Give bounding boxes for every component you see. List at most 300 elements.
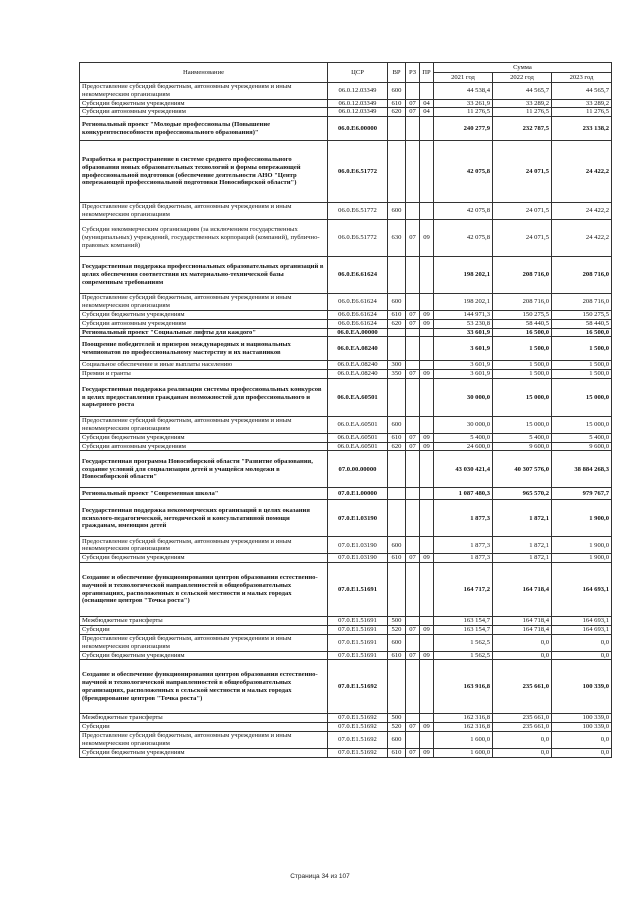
- cell-pr: 09: [420, 625, 434, 634]
- cell-2021: 198 202,1: [434, 257, 493, 294]
- cell-name: Государственная поддержка некоммерческих организаций в целях оказания психолого-педагогической, методической и консультативной помощи гражданам, имеющим детей: [80, 500, 328, 537]
- cell-rz: 07: [406, 311, 420, 320]
- cell-2023: 5 400,0: [552, 433, 612, 442]
- cell-csr: 06.0.ЕА.60501: [328, 442, 388, 451]
- cell-csr: 07.0.Е1.03190: [328, 537, 388, 554]
- table-row: [80, 732, 612, 749]
- cell-rz: 07: [406, 651, 420, 660]
- cell-rz: [406, 714, 420, 723]
- cell-2022: 235 661,0: [493, 714, 552, 723]
- cell-pr: 04: [420, 108, 434, 117]
- cell-csr: 07.0.Е1.51691: [328, 634, 388, 651]
- cell-pr: [420, 203, 434, 220]
- cell-2023: 164 693,1: [552, 563, 612, 617]
- table-row: [80, 99, 612, 108]
- cell-vr: 610: [388, 749, 406, 758]
- cell-rz: [406, 617, 420, 626]
- cell-name: Государственная поддержка профессиональных образовательных организаций в целях обеспечения соответствия их материально-технической базы современным требованиям: [80, 257, 328, 294]
- cell-2023: 11 276,5: [552, 108, 612, 117]
- cell-pr: [420, 416, 434, 433]
- cell-pr: [420, 451, 434, 488]
- cell-csr: 07.0.Е1.51691: [328, 617, 388, 626]
- cell-name: Субсидии бюджетным учреждениям: [80, 749, 328, 758]
- header-year-2022: 2022 год: [493, 73, 552, 83]
- cell-name: Государственная поддержка реализации системы профессиональных конкурсов в целях предоставления гражданам возможностей для профессионального и карьерного роста: [80, 378, 328, 416]
- cell-pr: 09: [420, 442, 434, 451]
- header-year-2023: 2023 год: [552, 73, 612, 83]
- header-vr: ВР: [388, 63, 406, 83]
- cell-name: Предоставление субсидий бюджетным, автономным учреждениям и иным некоммерческим организациям: [80, 732, 328, 749]
- cell-pr: 09: [420, 319, 434, 328]
- cell-rz: 07: [406, 370, 420, 379]
- cell-pr: [420, 328, 434, 337]
- cell-vr: 520: [388, 723, 406, 732]
- cell-vr: [388, 500, 406, 537]
- cell-2022: 15 000,0: [493, 416, 552, 433]
- cell-vr: 620: [388, 108, 406, 117]
- cell-pr: [420, 714, 434, 723]
- cell-csr: 07.0.Е1.51691: [328, 625, 388, 634]
- cell-2023: 0,0: [552, 749, 612, 758]
- cell-csr: 06.0.ЕА.08240: [328, 337, 388, 361]
- table-row: [80, 625, 612, 634]
- cell-name: Предоставление субсидий бюджетным, автономным учреждениям и иным некоммерческим организациям: [80, 537, 328, 554]
- cell-2021: 30 000,0: [434, 416, 493, 433]
- cell-name: Субсидии бюджетным учреждениям: [80, 99, 328, 108]
- cell-2022: 0,0: [493, 651, 552, 660]
- cell-rz: [406, 141, 420, 203]
- cell-vr: 520: [388, 625, 406, 634]
- table-row: [80, 117, 612, 141]
- cell-name: Межбюджетные трансферты: [80, 617, 328, 626]
- cell-csr: 06.0.12.03349: [328, 99, 388, 108]
- cell-pr: [420, 732, 434, 749]
- cell-2022: 235 661,0: [493, 723, 552, 732]
- cell-name: Создание и обеспечение функционирования центров образования естественно-научной и технологической направленностей в общеобразовательных организациях, расположенных в сельской местности и малых городах (оснащение центров "Точка роста"): [80, 563, 328, 617]
- cell-2022: 33 289,2: [493, 99, 552, 108]
- cell-2021: 42 075,8: [434, 203, 493, 220]
- cell-2021: 30 000,0: [434, 378, 493, 416]
- cell-name: Субсидии бюджетным учреждениям: [80, 554, 328, 563]
- cell-2023: 24 422,2: [552, 203, 612, 220]
- header-year-2021: 2021 год: [434, 73, 493, 83]
- cell-2021: 33 261,9: [434, 99, 493, 108]
- cell-csr: 07.0.Е1.00000: [328, 488, 388, 500]
- cell-2021: 144 971,3: [434, 311, 493, 320]
- cell-vr: [388, 141, 406, 203]
- cell-vr: 600: [388, 537, 406, 554]
- cell-2023: 0,0: [552, 634, 612, 651]
- table-row: [80, 554, 612, 563]
- cell-2023: 24 422,2: [552, 220, 612, 257]
- cell-csr: 06.0.ЕА.60501: [328, 416, 388, 433]
- cell-2021: 43 030 421,4: [434, 451, 493, 488]
- cell-pr: [420, 361, 434, 370]
- cell-name: Премии и гранты: [80, 370, 328, 379]
- table-row: [80, 433, 612, 442]
- cell-name: Субсидии автономным учреждениям: [80, 319, 328, 328]
- header-rz: РЗ: [406, 63, 420, 83]
- cell-csr: 07.0.Е1.51692: [328, 723, 388, 732]
- cell-csr: 06.0.Е6.61624: [328, 294, 388, 311]
- cell-pr: [420, 141, 434, 203]
- cell-2023: 24 422,2: [552, 141, 612, 203]
- cell-2023: 38 884 268,3: [552, 451, 612, 488]
- cell-csr: 06.0.ЕА.60501: [328, 378, 388, 416]
- cell-2022: 232 787,5: [493, 117, 552, 141]
- table-row: [80, 714, 612, 723]
- cell-vr: [388, 328, 406, 337]
- cell-2023: 1 500,0: [552, 337, 612, 361]
- cell-csr: 06.0.Е6.51772: [328, 141, 388, 203]
- cell-2021: 163 154,7: [434, 617, 493, 626]
- cell-2021: 3 601,9: [434, 361, 493, 370]
- cell-csr: 06.0.ЕА.00000: [328, 328, 388, 337]
- cell-2021: 44 538,4: [434, 83, 493, 100]
- table-row: [80, 537, 612, 554]
- table-row: [80, 294, 612, 311]
- cell-2022: 208 716,0: [493, 257, 552, 294]
- cell-rz: [406, 257, 420, 294]
- cell-rz: [406, 328, 420, 337]
- cell-2022: 1 872,1: [493, 554, 552, 563]
- cell-2022: 150 275,5: [493, 311, 552, 320]
- cell-2022: 24 071,5: [493, 220, 552, 257]
- cell-pr: 09: [420, 723, 434, 732]
- cell-name: Субсидии: [80, 723, 328, 732]
- cell-csr: 06.0.ЕА.08240: [328, 370, 388, 379]
- cell-csr: 07.0.Е1.51692: [328, 714, 388, 723]
- cell-name: Субсидии автономным учреждениям: [80, 442, 328, 451]
- cell-2023: 0,0: [552, 732, 612, 749]
- cell-name: Разработка и распространение в системе среднего профессионального образования новых образовательных технологий и формы опережающей профессиональной подготовки (обеспечение деятельности АНО "Центр опережающей профессиональной подготовки Новосибирской области"): [80, 141, 328, 203]
- cell-rz: 07: [406, 749, 420, 758]
- cell-2022: 0,0: [493, 732, 552, 749]
- cell-csr: 07.0.Е1.03190: [328, 500, 388, 537]
- cell-2021: 3 601,9: [434, 337, 493, 361]
- cell-vr: [388, 337, 406, 361]
- header-csr: ЦСР: [328, 63, 388, 83]
- cell-2023: 979 767,7: [552, 488, 612, 500]
- cell-name: Создание и обеспечение функционирования центров образования естественно-научной и технологической направленностей в общеобразовательных организациях, расположенных в сельской местности и малых городах (брендирование центров "Точка роста"): [80, 660, 328, 714]
- cell-pr: [420, 488, 434, 500]
- cell-2021: 24 600,0: [434, 442, 493, 451]
- budget-table: [79, 62, 612, 758]
- cell-2021: 1 600,0: [434, 749, 493, 758]
- cell-2021: 240 277,9: [434, 117, 493, 141]
- cell-2021: 1 877,3: [434, 554, 493, 563]
- cell-2023: 100 339,0: [552, 660, 612, 714]
- table-row: [80, 361, 612, 370]
- cell-csr: 06.0.Е6.00000: [328, 117, 388, 141]
- cell-rz: 07: [406, 433, 420, 442]
- cell-2023: 0,0: [552, 651, 612, 660]
- cell-2021: 11 276,5: [434, 108, 493, 117]
- cell-2021: 1 877,3: [434, 537, 493, 554]
- cell-2021: 1 562,5: [434, 634, 493, 651]
- cell-2022: 1 500,0: [493, 370, 552, 379]
- cell-pr: [420, 563, 434, 617]
- cell-name: Субсидии бюджетным учреждениям: [80, 311, 328, 320]
- table-row: [80, 319, 612, 328]
- header-pr: ПР: [420, 63, 434, 83]
- cell-2023: 15 000,0: [552, 378, 612, 416]
- cell-2021: 53 230,8: [434, 319, 493, 328]
- cell-pr: [420, 634, 434, 651]
- cell-2022: 24 071,5: [493, 141, 552, 203]
- cell-2023: 164 693,1: [552, 617, 612, 626]
- cell-vr: 600: [388, 203, 406, 220]
- cell-2022: 16 500,0: [493, 328, 552, 337]
- cell-pr: [420, 83, 434, 100]
- cell-vr: 600: [388, 83, 406, 100]
- cell-2023: 1 500,0: [552, 361, 612, 370]
- cell-2021: 42 075,8: [434, 220, 493, 257]
- table-row: [80, 141, 612, 203]
- cell-2022: 11 276,5: [493, 108, 552, 117]
- cell-name: Субсидии автономным учреждениям: [80, 108, 328, 117]
- cell-vr: 610: [388, 554, 406, 563]
- cell-2021: 163 916,8: [434, 660, 493, 714]
- cell-name: Субсидии бюджетным учреждениям: [80, 651, 328, 660]
- cell-2021: 164 717,2: [434, 563, 493, 617]
- cell-csr: 06.0.Е6.61624: [328, 257, 388, 294]
- cell-2021: 162 316,8: [434, 714, 493, 723]
- cell-2022: 1 872,1: [493, 500, 552, 537]
- cell-vr: 620: [388, 442, 406, 451]
- cell-2023: 100 339,0: [552, 714, 612, 723]
- table-row: [80, 337, 612, 361]
- cell-2022: 0,0: [493, 634, 552, 651]
- cell-vr: [388, 117, 406, 141]
- cell-2023: 1 900,0: [552, 537, 612, 554]
- cell-name: Предоставление субсидий бюджетным, автономным учреждениям и иным некоммерческим организациям: [80, 416, 328, 433]
- cell-2023: 33 289,2: [552, 99, 612, 108]
- cell-rz: 07: [406, 554, 420, 563]
- cell-vr: [388, 488, 406, 500]
- cell-rz: [406, 361, 420, 370]
- cell-name: Поощрение победителей и призеров международных и национальных чемпионатов по профессиональному мастерству и их наставников: [80, 337, 328, 361]
- cell-pr: 09: [420, 651, 434, 660]
- table-row: [80, 723, 612, 732]
- cell-2022: 15 000,0: [493, 378, 552, 416]
- table-row: [80, 651, 612, 660]
- cell-2022: 44 565,7: [493, 83, 552, 100]
- table-row: [80, 634, 612, 651]
- table-row: [80, 328, 612, 337]
- cell-2021: 5 400,0: [434, 433, 493, 442]
- cell-2021: 1 562,5: [434, 651, 493, 660]
- cell-csr: 06.0.12.03349: [328, 108, 388, 117]
- cell-2023: 15 000,0: [552, 416, 612, 433]
- cell-2023: 100 339,0: [552, 723, 612, 732]
- cell-2022: 9 600,0: [493, 442, 552, 451]
- table-row: [80, 378, 612, 416]
- cell-vr: 630: [388, 220, 406, 257]
- cell-csr: 07.0.Е1.51692: [328, 660, 388, 714]
- cell-csr: 07.0.00.00000: [328, 451, 388, 488]
- cell-2022: 164 718,4: [493, 563, 552, 617]
- cell-pr: [420, 337, 434, 361]
- cell-2022: 1 500,0: [493, 361, 552, 370]
- cell-csr: 07.0.Е1.51692: [328, 749, 388, 758]
- table-row: [80, 311, 612, 320]
- header-name: Наименование: [80, 63, 328, 83]
- cell-2021: 1 877,3: [434, 500, 493, 537]
- cell-2022: 1 500,0: [493, 337, 552, 361]
- cell-2021: 3 601,9: [434, 370, 493, 379]
- cell-2022: 24 071,5: [493, 203, 552, 220]
- cell-pr: [420, 537, 434, 554]
- cell-csr: 07.0.Е1.51692: [328, 732, 388, 749]
- cell-2022: 5 400,0: [493, 433, 552, 442]
- table-row: [80, 500, 612, 537]
- cell-vr: 600: [388, 294, 406, 311]
- cell-name: Региональный проект "Социальные лифты для каждого": [80, 328, 328, 337]
- cell-2023: 1 900,0: [552, 500, 612, 537]
- cell-2021: 33 601,9: [434, 328, 493, 337]
- cell-pr: 09: [420, 370, 434, 379]
- cell-pr: 09: [420, 749, 434, 758]
- cell-name: Предоставление субсидий бюджетным, автономным учреждениям и иным некоммерческим организациям: [80, 203, 328, 220]
- cell-pr: [420, 117, 434, 141]
- cell-rz: 07: [406, 108, 420, 117]
- cell-pr: [420, 500, 434, 537]
- cell-csr: 06.0.Е6.51772: [328, 203, 388, 220]
- cell-2023: 44 565,7: [552, 83, 612, 100]
- cell-name: Субсидии некоммерческим организациям (за исключением государственных (муниципальных) учреждений, государственных корпораций (компаний), публично-правовых компаний): [80, 220, 328, 257]
- cell-vr: 500: [388, 714, 406, 723]
- cell-rz: 07: [406, 625, 420, 634]
- cell-rz: [406, 203, 420, 220]
- table-row: [80, 660, 612, 714]
- cell-2022: 208 716,0: [493, 294, 552, 311]
- cell-rz: [406, 416, 420, 433]
- cell-pr: 09: [420, 433, 434, 442]
- table-row: [80, 108, 612, 117]
- table-row: [80, 203, 612, 220]
- cell-2021: 163 154,7: [434, 625, 493, 634]
- cell-name: Субсидии бюджетным учреждениям: [80, 433, 328, 442]
- table-body: [80, 83, 612, 758]
- cell-2021: 1 087 480,3: [434, 488, 493, 500]
- cell-2021: 1 600,0: [434, 732, 493, 749]
- table-row: [80, 488, 612, 500]
- cell-2022: 235 661,0: [493, 660, 552, 714]
- cell-csr: 06.0.Е6.51772: [328, 220, 388, 257]
- cell-rz: [406, 732, 420, 749]
- cell-pr: 09: [420, 311, 434, 320]
- cell-vr: 600: [388, 732, 406, 749]
- table-row: [80, 451, 612, 488]
- cell-vr: 300: [388, 361, 406, 370]
- table-row: [80, 416, 612, 433]
- cell-2021: 198 202,1: [434, 294, 493, 311]
- cell-name: Региональный проект "Молодые профессионалы (Повышение конкурентоспособности профессионального образования)": [80, 117, 328, 141]
- table-row: [80, 257, 612, 294]
- table-row: [80, 83, 612, 100]
- cell-2022: 164 718,4: [493, 617, 552, 626]
- table-row: [80, 563, 612, 617]
- cell-rz: [406, 660, 420, 714]
- cell-2023: 233 138,2: [552, 117, 612, 141]
- cell-2023: 208 716,0: [552, 294, 612, 311]
- cell-name: Социальное обеспечение и иные выплаты населению: [80, 361, 328, 370]
- cell-csr: 07.0.Е1.51691: [328, 563, 388, 617]
- cell-rz: [406, 83, 420, 100]
- cell-csr: 06.0.ЕА.60501: [328, 433, 388, 442]
- cell-vr: [388, 378, 406, 416]
- cell-name: Субсидии: [80, 625, 328, 634]
- cell-csr: 07.0.Е1.51691: [328, 651, 388, 660]
- cell-rz: [406, 500, 420, 537]
- cell-pr: [420, 617, 434, 626]
- cell-vr: [388, 257, 406, 294]
- cell-vr: 610: [388, 311, 406, 320]
- cell-name: Региональный проект "Современная школа": [80, 488, 328, 500]
- cell-pr: [420, 660, 434, 714]
- cell-csr: 06.0.ЕА.08240: [328, 361, 388, 370]
- cell-vr: 350: [388, 370, 406, 379]
- cell-2023: 58 440,5: [552, 319, 612, 328]
- table-row: [80, 617, 612, 626]
- cell-rz: [406, 634, 420, 651]
- cell-pr: [420, 378, 434, 416]
- cell-2022: 58 440,5: [493, 319, 552, 328]
- cell-rz: 07: [406, 319, 420, 328]
- cell-vr: 610: [388, 433, 406, 442]
- cell-rz: [406, 488, 420, 500]
- table-row: [80, 370, 612, 379]
- cell-vr: 610: [388, 99, 406, 108]
- cell-rz: [406, 294, 420, 311]
- cell-name: Предоставление субсидий бюджетным, автономным учреждениям и иным некоммерческим организациям: [80, 634, 328, 651]
- cell-csr: 06.0.Е6.61624: [328, 311, 388, 320]
- cell-rz: 07: [406, 723, 420, 732]
- page-number: Страница 34 из 107: [290, 873, 350, 880]
- cell-vr: [388, 451, 406, 488]
- cell-csr: 06.0.Е6.61624: [328, 319, 388, 328]
- cell-2023: 164 693,1: [552, 625, 612, 634]
- cell-rz: [406, 378, 420, 416]
- cell-2022: 40 307 576,0: [493, 451, 552, 488]
- cell-rz: 07: [406, 442, 420, 451]
- cell-rz: [406, 451, 420, 488]
- cell-rz: [406, 563, 420, 617]
- cell-name: Межбюджетные трансферты: [80, 714, 328, 723]
- header-sum: Сумма: [434, 63, 612, 73]
- cell-vr: [388, 660, 406, 714]
- cell-csr: 06.0.12.03349: [328, 83, 388, 100]
- cell-2023: 1 900,0: [552, 554, 612, 563]
- cell-pr: [420, 257, 434, 294]
- cell-name: Предоставление субсидий бюджетным, автономным учреждениям и иным некоммерческим организациям: [80, 83, 328, 100]
- cell-rz: [406, 117, 420, 141]
- cell-vr: 500: [388, 617, 406, 626]
- cell-rz: 07: [406, 99, 420, 108]
- cell-vr: 610: [388, 651, 406, 660]
- table-row: [80, 442, 612, 451]
- cell-pr: 09: [420, 220, 434, 257]
- cell-vr: 600: [388, 634, 406, 651]
- cell-2023: 1 500,0: [552, 370, 612, 379]
- cell-2023: 16 500,0: [552, 328, 612, 337]
- cell-2021: 162 316,8: [434, 723, 493, 732]
- cell-pr: 09: [420, 554, 434, 563]
- cell-2021: 42 075,8: [434, 141, 493, 203]
- cell-pr: [420, 294, 434, 311]
- table-row: [80, 749, 612, 758]
